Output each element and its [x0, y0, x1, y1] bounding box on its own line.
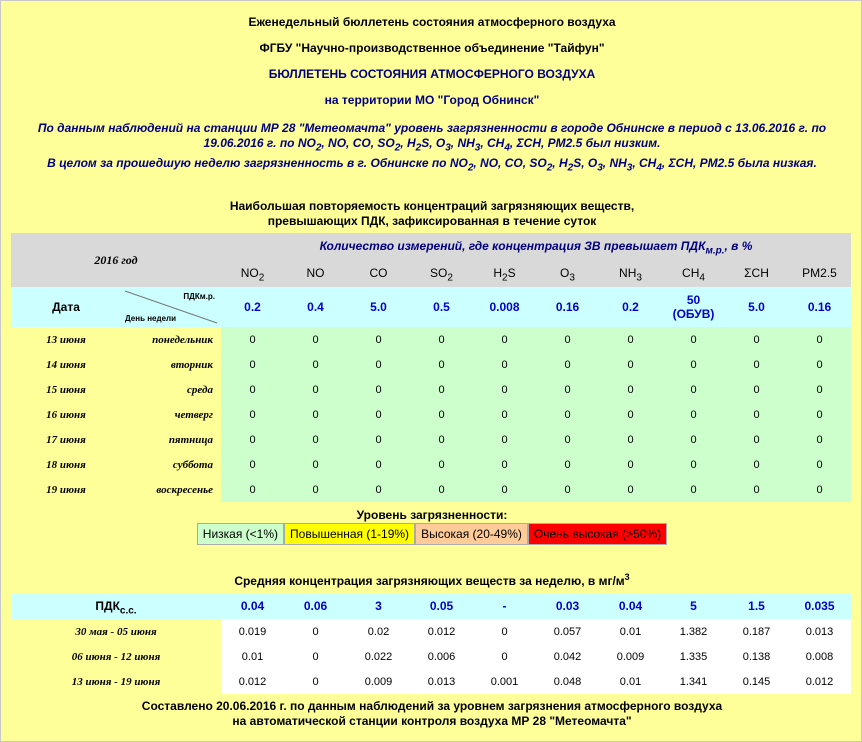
exceedance-value: 0 — [347, 402, 410, 427]
avg-concentration-value: 0 — [284, 619, 347, 644]
exceedance-value: 0 — [473, 402, 536, 427]
exceedance-value: 0 — [284, 352, 347, 377]
pollutant-header: $O_3$ — [560, 266, 575, 284]
exceedance-value: 0 — [221, 327, 284, 352]
exceedance-value: 0 — [536, 477, 599, 502]
pollutant-header: CO — [369, 266, 388, 280]
row-period: 13 июня - 19 июня — [11, 669, 221, 694]
pollutant-header: ΣCH — [744, 266, 769, 280]
row-period: 06 июня - 12 июня — [11, 644, 221, 669]
exceedance-value: 0 — [725, 477, 788, 502]
exceedance-value: 0 — [284, 452, 347, 477]
exceedance-value: 0 — [725, 377, 788, 402]
exceedance-value: 0 — [221, 477, 284, 502]
exceedance-value: 0 — [536, 452, 599, 477]
table-row — [11, 402, 851, 427]
exceedance-value: 0 — [599, 427, 662, 452]
pdk-mr-value: 0.2 — [622, 300, 639, 314]
exceedance-value: 0 — [284, 377, 347, 402]
avg-concentration-value: 0.048 — [536, 669, 599, 694]
avg-concentration-value: 0.042 — [536, 644, 599, 669]
exceedance-value: 0 — [410, 377, 473, 402]
exceedance-value: 0 — [284, 477, 347, 502]
pdk-cc-value: 0.035 — [804, 599, 835, 613]
row-weekday: пятница — [121, 427, 221, 452]
exceedance-value: 0 — [536, 427, 599, 452]
pdk-mr-value: 0.2 — [244, 300, 261, 314]
table-row — [11, 427, 851, 452]
avg-concentration-value: 0 — [473, 619, 536, 644]
pollutant-header: $H_2S$ — [493, 266, 516, 284]
pollution-level-legend — [1, 523, 862, 545]
exceedance-value: 0 — [599, 477, 662, 502]
avg-concentration-value: 0.138 — [725, 644, 788, 669]
legend-title: Уровень загрязненности: — [356, 508, 508, 522]
exceedance-value: 0 — [788, 352, 851, 377]
table1-title — [1, 199, 862, 229]
exceedance-value: 0 — [221, 402, 284, 427]
exceedance-value: 0 — [473, 377, 536, 402]
table-row — [11, 377, 851, 402]
exceedance-value: 0 — [725, 402, 788, 427]
pdk-mr-value: 5.0 — [370, 300, 387, 314]
exceedance-value: 0 — [347, 427, 410, 452]
exceedance-value: 0 — [410, 327, 473, 352]
table2-title: Средняя концентрация загрязняющих веществ за неделю, в $мг/м^3$ — [234, 572, 630, 588]
exceedance-value: 0 — [284, 402, 347, 427]
table-row — [11, 669, 851, 694]
pollutant-header: $SO_2$ — [430, 266, 453, 284]
exceedance-value: 0 — [410, 477, 473, 502]
avg-concentration-value: 1.341 — [662, 669, 725, 694]
row-date: 16 июня — [11, 402, 121, 427]
exceedance-value: 0 — [473, 327, 536, 352]
pdk-mr-value: 50 (ОБУВ) — [672, 293, 715, 321]
pdk-mr-value: 0.5 — [433, 300, 450, 314]
exceedance-value: 0 — [662, 352, 725, 377]
exceedance-value: 0 — [599, 452, 662, 477]
pdk-mr-value: 0.4 — [307, 300, 324, 314]
table-row — [11, 619, 851, 644]
pdk-cc-value: 0.04 — [618, 599, 643, 613]
avg-concentration-value: 0.019 — [221, 619, 284, 644]
compiled-note-line1: Составлено 20.06.2016 г. по данным наблюдений за уровнем загрязнения атмосферного воздуха — [141, 699, 723, 713]
exceedance-value: 0 — [788, 452, 851, 477]
legend-item: Низкая (<1%) — [197, 523, 284, 545]
organization-name: ФГБУ "Научно-производственное объединение "Тайфун" — [259, 41, 605, 55]
legend-item: Повышенная (1-19%) — [284, 523, 415, 545]
table-row — [11, 452, 851, 477]
bulletin-title: Еженедельный бюллетень состояния атмосферного воздуха — [248, 15, 616, 29]
avg-concentration-value: 0.006 — [410, 644, 473, 669]
exceedance-value: 0 — [725, 327, 788, 352]
pdk-cc-value: 3 — [375, 599, 382, 613]
exceedance-value: 0 — [221, 377, 284, 402]
avg-concentration-value: 0 — [473, 644, 536, 669]
row-date: 15 июня — [11, 377, 121, 402]
pdk-mr-value: 5.0 — [748, 300, 765, 314]
avg-concentration-value: 0.187 — [725, 619, 788, 644]
date-label: Дата — [52, 300, 80, 314]
pdk-cc-value: 0.06 — [303, 599, 328, 613]
exceedance-value: 0 — [662, 402, 725, 427]
exceedance-value: 0 — [788, 477, 851, 502]
count-label: Количество измерений, где концентрация ЗВ превышает $ПДК_{м.р.}$, в % — [319, 239, 753, 257]
compiled-note — [1, 699, 862, 729]
year-label: 2016 год — [94, 252, 138, 267]
bulletin-heading: БЮЛЛЕТЕНЬ СОСТОЯНИЯ АТМОСФЕРНОГО ВОЗДУХА — [268, 67, 596, 81]
exceedance-value: 0 — [473, 477, 536, 502]
pollutant-header: $NO_2$ — [240, 266, 265, 284]
row-weekday: суббота — [121, 452, 221, 477]
exceedance-value: 0 — [347, 327, 410, 352]
exceedance-value: 0 — [662, 477, 725, 502]
exceedance-value: 0 — [410, 427, 473, 452]
avg-concentration-value: 0.009 — [347, 669, 410, 694]
exceedance-value: 0 — [536, 402, 599, 427]
table-row — [11, 644, 851, 669]
exceedance-value: 0 — [347, 452, 410, 477]
legend-item: Высокая (20-49%) — [415, 523, 528, 545]
exceedance-value: 0 — [536, 327, 599, 352]
avg-concentration-value: 0 — [284, 644, 347, 669]
table-row — [11, 327, 851, 352]
pollutant-header: PM2.5 — [802, 266, 837, 280]
row-period: 30 мая - 05 июня — [11, 619, 221, 644]
avg-concentration-value: 0.02 — [347, 619, 410, 644]
pdk-cc-value: - — [502, 599, 507, 613]
pollutant-header: $CH_4$ — [682, 266, 705, 284]
pollutant-header: NO — [306, 266, 325, 280]
exceedance-value: 0 — [347, 352, 410, 377]
exceedance-value: 0 — [347, 377, 410, 402]
row-weekday: понедельник — [121, 327, 221, 352]
exceedance-table — [11, 233, 851, 502]
pdk-mr-label: ПДКм.р. — [183, 292, 215, 301]
exceedance-value: 0 — [788, 377, 851, 402]
row-date: 18 июня — [11, 452, 121, 477]
exceedance-value: 0 — [473, 352, 536, 377]
exceedance-value: 0 — [662, 427, 725, 452]
avg-concentration-value: 0.013 — [788, 619, 851, 644]
average-concentration-table — [11, 593, 851, 694]
pdk-cc-value: 0.04 — [240, 599, 265, 613]
row-date: 17 июня — [11, 427, 121, 452]
exceedance-value: 0 — [284, 427, 347, 452]
pdk-cc-value: 5 — [690, 599, 697, 613]
exceedance-value: 0 — [662, 377, 725, 402]
exceedance-value: 0 — [536, 377, 599, 402]
exceedance-value: 0 — [221, 352, 284, 377]
avg-concentration-value: 0.057 — [536, 619, 599, 644]
avg-concentration-value: 0.008 — [788, 644, 851, 669]
exceedance-value: 0 — [788, 402, 851, 427]
exceedance-value: 0 — [221, 452, 284, 477]
exceedance-value: 0 — [662, 327, 725, 352]
exceedance-value: 0 — [599, 377, 662, 402]
avg-concentration-value: 0.012 — [221, 669, 284, 694]
avg-concentration-value: 0.009 — [599, 644, 662, 669]
exceedance-value: 0 — [725, 352, 788, 377]
row-date: 13 июня — [11, 327, 121, 352]
row-weekday: четверг — [121, 402, 221, 427]
exceedance-value: 0 — [536, 352, 599, 377]
avg-concentration-value: 0.145 — [725, 669, 788, 694]
pdk-mr-value: 0.008 — [489, 300, 520, 314]
avg-concentration-value: 1.382 — [662, 619, 725, 644]
exceedance-value: 0 — [662, 452, 725, 477]
exceedance-value: 0 — [599, 352, 662, 377]
pdk-mr-value: 0.16 — [555, 300, 580, 314]
exceedance-value: 0 — [725, 452, 788, 477]
pdk-cc-label: $ПДК_{с.с.}$ — [95, 599, 137, 617]
avg-concentration-value: 0.001 — [473, 669, 536, 694]
exceedance-value: 0 — [599, 327, 662, 352]
exceedance-value: 0 — [788, 327, 851, 352]
table1-title-line1: Наибольшая повторяемость концентраций загрязняющих веществ, — [229, 199, 635, 213]
row-date: 19 июня — [11, 477, 121, 502]
row-weekday: воскресенье — [121, 477, 221, 502]
avg-concentration-value: 0.012 — [410, 619, 473, 644]
avg-concentration-value: 0.013 — [410, 669, 473, 694]
pdk-cc-row — [11, 593, 851, 619]
table-row — [11, 477, 851, 502]
pollutant-header: $NH_3$ — [619, 266, 642, 284]
avg-concentration-value: 0 — [284, 669, 347, 694]
weekday-label: День недели — [125, 314, 177, 323]
exceedance-value: 0 — [410, 452, 473, 477]
avg-concentration-value: 0.012 — [788, 669, 851, 694]
compiled-note-line2: на автоматической станции контроля воздуха МР 28 "Метеомачта" — [232, 714, 632, 728]
avg-concentration-value: 0.01 — [599, 619, 662, 644]
table-row — [11, 352, 851, 377]
exceedance-value: 0 — [473, 427, 536, 452]
row-weekday: вторник — [121, 352, 221, 377]
avg-concentration-value: 0.01 — [599, 669, 662, 694]
exceedance-value: 0 — [221, 427, 284, 452]
exceedance-value: 0 — [599, 402, 662, 427]
exceedance-value: 0 — [410, 402, 473, 427]
pdk-cc-value: 0.03 — [555, 599, 580, 613]
exceedance-value: 0 — [410, 352, 473, 377]
table1-title-line2: превышающих ПДК, зафиксированная в течение суток — [267, 214, 597, 228]
legend-item: Очень высокая (>50%) — [528, 523, 667, 545]
exceedance-value: 0 — [284, 327, 347, 352]
row-weekday: среда — [121, 377, 221, 402]
intro-paragraph-2: В целом за прошедшую неделю загрязненность в г. Обнинске по $NO_2$, NO, CO, $SO_2$, $H_2S$, $O_3$, $NH_3$, $CH_4$, ΣCH, PM2.5 была низкая. — [47, 156, 817, 174]
pdk-mr-row — [11, 287, 851, 327]
avg-concentration-value: 0.022 — [347, 644, 410, 669]
exceedance-value: 0 — [347, 477, 410, 502]
row-date: 14 июня — [11, 352, 121, 377]
exceedance-value: 0 — [725, 427, 788, 452]
pdk-mr-value: 0.16 — [807, 300, 832, 314]
pdk-day-diagonal-cell — [121, 287, 221, 327]
avg-concentration-value: 1.335 — [662, 644, 725, 669]
intro-paragraph-1: По данным наблюдений на станции МР 28 "Метеомачта" уровень загрязненности в городе Обнинске в период с 13.06.2016 г. по 19.06.2016 г. по $NO_2$, NO, CO, $SO_2$, $H_2S$, $O_3$, $NH_3$, $CH_4$, ΣCH, PM2.5 был низким. — [37, 121, 827, 154]
exceedance-value: 0 — [788, 427, 851, 452]
exceedance-value: 0 — [473, 452, 536, 477]
pdk-cc-value: 1.5 — [748, 599, 765, 613]
territory-heading: на территории МО "Город Обнинск" — [324, 93, 540, 107]
avg-concentration-value: 0.01 — [221, 644, 284, 669]
pdk-cc-value: 0.05 — [429, 599, 454, 613]
